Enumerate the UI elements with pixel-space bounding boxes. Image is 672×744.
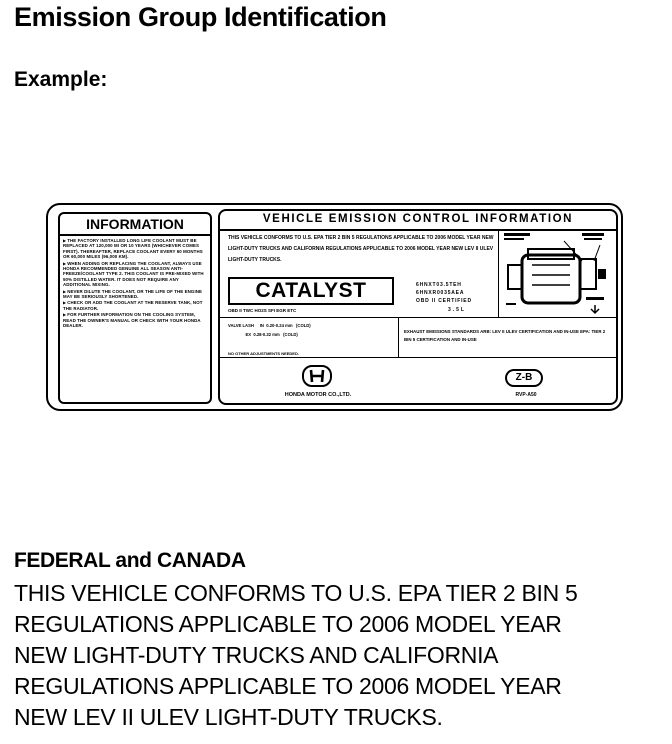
region-heading: FEDERAL and CANADA <box>14 549 246 572</box>
lower-vertical-divider <box>398 317 399 357</box>
vertical-divider <box>498 229 499 317</box>
body-line-2: REGULATIONS APPLICABLE TO 2006 MODEL YEAR <box>14 611 562 637</box>
information-heading: INFORMATION <box>86 216 184 232</box>
tune-up-note: NO OTHER ADJUSTMENTS NEEDED. <box>228 351 299 356</box>
engine-family-codes <box>416 281 498 305</box>
engine-diagram <box>502 231 614 317</box>
body-line-4: REGULATIONS APPLICABLE TO 2006 MODEL YEAR <box>14 673 562 699</box>
emission-standards: EXHAUST EMISSIONS STANDARDS ARB: LEV II ULEV CERTIFICATION AND IN-USE EPA: TIER 2 BIN 5 CERTIFICATION AND IN-USE <box>404 329 606 342</box>
body-line-1: THIS VEHICLE CONFORMS TO U.S. EPA TIER 2 BIN 5 <box>14 580 578 606</box>
regulation-paragraph <box>14 578 664 733</box>
info-item-3: ▶ NEVER DILUTE THE COOLANT, OR THE LIFE OF THE ENGINE MAY BE SERIOUSLY SHORTENED. <box>63 289 207 300</box>
vec-heading: VEHICLE EMISSION CONTROL INFORMATION <box>262 213 574 225</box>
page-title: Emission Group Identification <box>14 2 387 32</box>
tune-up-specs: VALVE LASH IN 0.20-0.24 mm (COLD) EX 0.28-0.32 mm (COLD) <box>228 323 311 337</box>
example-heading: Example: <box>14 68 108 91</box>
catalyst-badge: CATALYST <box>228 277 394 305</box>
emission-group-code: RVP-A50 <box>515 392 537 398</box>
info-item-1: ▶ THE FACTORY INSTALLED LONG LIFE COOLANT MUST BE REPLACED AT 120,000 MI OR 10 YEARS (WHICHEVER COMES FIRST). THEREAFTER, REPLACE COOLANT EVERY 60 MONTHS OR 60,000 MILES (96,000 KM). <box>63 238 207 260</box>
info-item-2: ▶ WHEN ADDING OR REPLACING THE COOLANT, ALWAYS USE HONDA RECOMMENDED GENUINE ALL SEASON ANTI-FREEZE/COOLANT TYPE 2. THIS COOLANT IS PRE-MIXED WITH 50% DISTILLED WATER. IT DOES NOT REQUIRE ANY ADDITIONAL MIXING. <box>63 261 207 288</box>
information-panel <box>58 212 212 404</box>
information-divider <box>60 234 210 236</box>
displacement-value: 3.5L <box>447 307 466 313</box>
body-line-3: NEW LIGHT-DUTY TRUCKS AND CALIFORNIA <box>14 642 499 668</box>
label-regulation-text: THIS VEHICLE CONFORMS TO U.S. EPA TIER 2 BIN 5 REGULATIONS APPLICABLE TO 2006 MODEL YEAR NEW LIGHT-DUTY TRUCKS AND CALIFORNIA REGULATIONS APPLICABLE TO 2006 MODEL YEAR NEW LEV II ULEV LIGHT-DUTY TRUCKS. <box>228 235 494 263</box>
catalyst-subtext: OBD II TWC HO2S SFI EGR ETC <box>228 308 297 313</box>
body-line-5: NEW LEV II ULEV LIGHT-DUTY TRUCKS. <box>14 704 443 730</box>
engine-diagram-icon <box>502 231 614 317</box>
vehicle-emission-panel <box>218 209 618 405</box>
emission-control-label <box>46 203 623 411</box>
engine-code-3: OBD II CERTIFIED <box>416 298 472 304</box>
bottom-divider <box>220 357 616 358</box>
middle-divider <box>220 317 616 318</box>
manufacturer-name: HONDA MOTOR CO.,LTD. <box>284 392 352 398</box>
engine-code-2: 6HNXR0035AEA <box>416 290 465 296</box>
honda-logo-icon <box>302 365 332 387</box>
info-item-4: ▶ CHECK OR ADD THE COOLANT AT THE RESERVE TANK, NOT THE RADIATOR. <box>63 300 207 311</box>
emission-group-badge: Z-B <box>505 369 543 387</box>
info-item-5: ▶ FOR FURTHER INFORMATION ON THE COOLING SYSTEM, READ THE OWNER'S MANUAL OR CHECK WITH YOUR HONDA DEALER. <box>63 312 207 328</box>
engine-code-1: 6HNXT03.5TEH <box>416 282 462 288</box>
